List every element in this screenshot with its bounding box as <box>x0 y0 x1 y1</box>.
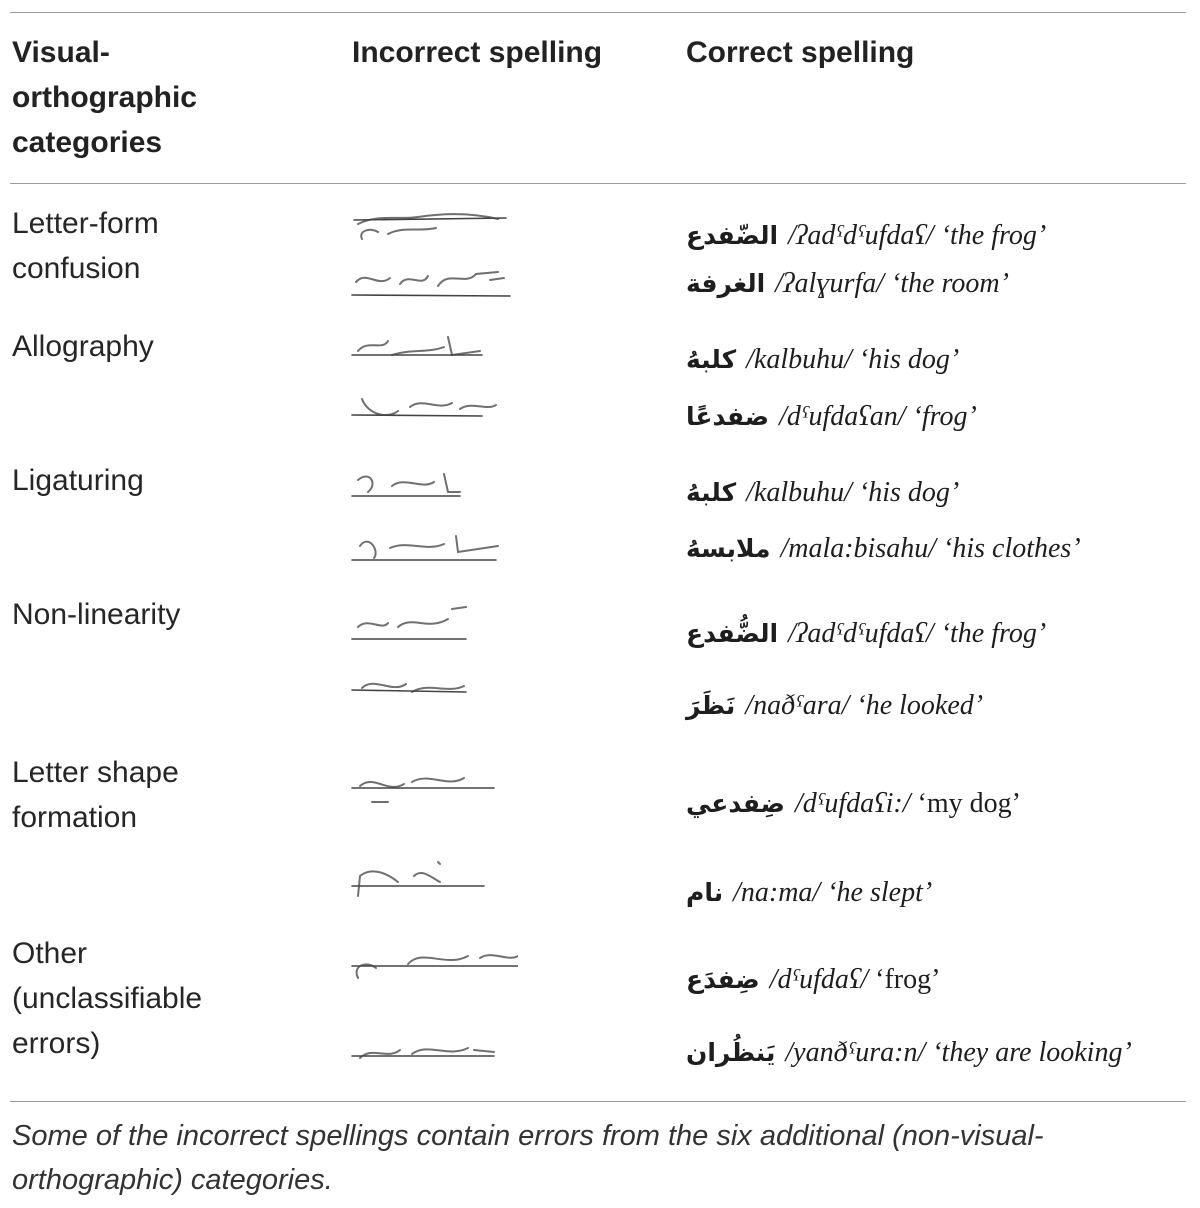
correct-spelling-example: كلبهُ /kalbuhu/ ‘his dog’ <box>686 344 960 375</box>
handwritten-incorrect-spelling <box>348 325 518 373</box>
header-correct-spelling: Correct spelling <box>686 36 915 69</box>
handwritten-incorrect-spelling <box>348 522 518 570</box>
handwritten-incorrect-spelling <box>348 1030 518 1078</box>
correct-spelling-example: يَنظُران /yanðˤura:n/ ‘they are looking’ <box>686 1037 1132 1068</box>
header-rule <box>10 183 1186 184</box>
handwritten-incorrect-spelling <box>348 852 518 900</box>
correct-spelling-example: نَظَرَ /naðˤara/ ‘he looked’ <box>686 690 984 721</box>
table-footnote: Some of the incorrect spellings contain errors from the six additional (non-visual-orthographic) categories. <box>12 1120 1044 1196</box>
handwritten-incorrect-spelling <box>348 258 518 306</box>
correct-spelling-example: ضِفدَع /dˤufdaʕ/ ‘frog’ <box>686 964 941 995</box>
correct-spelling-example: ملابسهُ /mala:bisahu/ ‘his clothes’ <box>686 533 1081 564</box>
category-label: Letter shape formation <box>12 756 179 834</box>
correct-spelling-example: الضّفدع /ʔadˤdˤufdaʕ/ ‘the frog’ <box>686 220 1047 251</box>
handwritten-incorrect-spelling <box>348 462 518 510</box>
top-rule <box>10 12 1186 13</box>
correct-spelling-example: الضُّفدع /ʔadˤdˤufdaʕ/ ‘the frog’ <box>686 618 1047 649</box>
handwritten-incorrect-spelling <box>348 385 518 433</box>
category-label: Letter-form confusion <box>12 207 159 285</box>
correct-spelling-example: كلبهُ /kalbuhu/ ‘his dog’ <box>686 477 960 508</box>
handwritten-incorrect-spelling <box>348 666 518 714</box>
handwritten-incorrect-spelling <box>348 206 518 254</box>
bottom-rule <box>10 1101 1186 1102</box>
category-label: Allography <box>12 330 154 363</box>
handwritten-incorrect-spelling <box>348 762 518 810</box>
category-label: Other (unclassifiable errors) <box>12 937 203 1060</box>
correct-spelling-example: نام /na:ma/ ‘he slept’ <box>686 877 933 908</box>
header-incorrect-spelling: Incorrect spelling <box>352 36 603 69</box>
handwritten-incorrect-spelling <box>348 603 518 651</box>
correct-spelling-example: ضفدعًا /dˤufdaʕan/ ‘frog’ <box>686 401 977 432</box>
correct-spelling-example: الغرفة /ʔalɣurfa/ ‘the room’ <box>686 268 1009 299</box>
header-category: Visual- orthographic categories <box>12 36 197 159</box>
category-label: Ligaturing <box>12 464 144 497</box>
category-label: Non-linearity <box>12 598 181 631</box>
correct-spelling-example: ضِفدعي /dˤufdaʕi:/ ‘my dog’ <box>686 788 1021 819</box>
handwritten-incorrect-spelling <box>348 938 518 986</box>
